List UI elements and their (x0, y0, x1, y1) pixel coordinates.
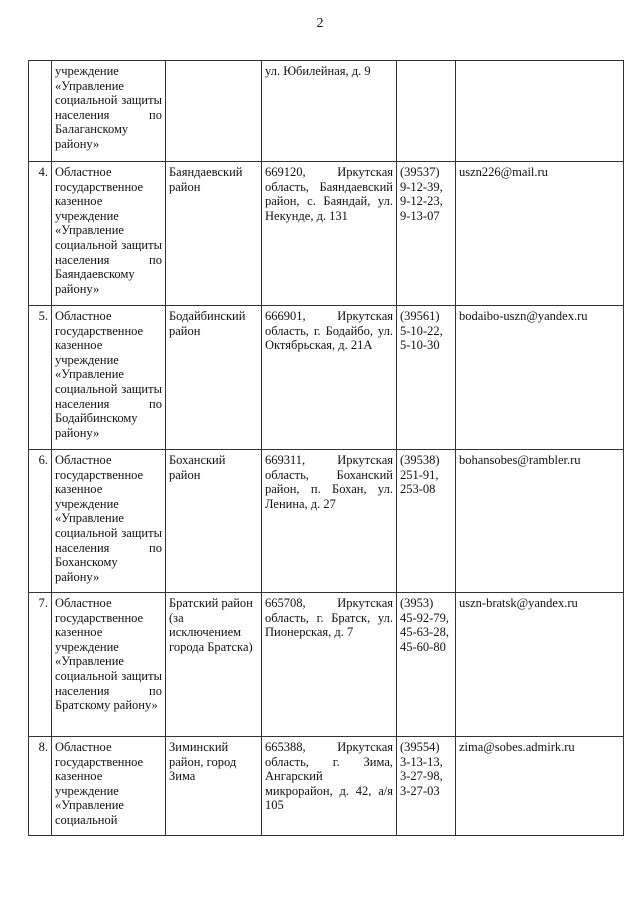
phone-code: (39538) (400, 453, 440, 467)
table-row (29, 162, 624, 306)
district-name: Братский район (за исключением города Братска) (166, 593, 262, 737)
phone-number: 45-92-79, (400, 610, 449, 625)
institution-name: учреждение «Управление социальной защиты населения по Балаганскому району» (52, 61, 166, 162)
phone-number: 3-13-13, (400, 754, 443, 769)
phone-number: 3-27-98, (400, 769, 443, 784)
page-number: 2 (316, 16, 324, 31)
email[interactable]: uszn226@mail.ru (456, 162, 624, 306)
table-row (29, 593, 624, 737)
email[interactable]: bodaibo-uszn@yandex.ru (456, 306, 624, 450)
phone-cell (397, 593, 456, 737)
email[interactable]: zima@sobes.admirk.ru (456, 737, 624, 836)
address: 666901, Иркутская область, г. Бодайбо, ул. Октябрьская, д. 21А (262, 306, 397, 450)
district-name (166, 61, 262, 162)
phone-number: 9-13-07 (400, 208, 440, 223)
phone-number: 5-10-22, (400, 323, 443, 338)
phone-number: 3-27-03 (400, 783, 440, 798)
phone-code: (39554) (400, 740, 440, 754)
institution-name: Областное государственное казенное учреждение «Управление социальной (52, 737, 166, 836)
row-number: 4. (29, 162, 52, 306)
email[interactable]: uszn-bratsk@yandex.ru (456, 593, 624, 737)
table-row (29, 306, 624, 450)
phone-code: (3953) (400, 596, 434, 610)
table-row (29, 737, 624, 836)
phone-cell (397, 162, 456, 306)
phone-number: 45-63-28, (400, 625, 449, 640)
row-number: 7. (29, 593, 52, 737)
institutions-table (28, 60, 624, 836)
phone-cell (397, 306, 456, 450)
address: 665708, Иркутская область, г. Братск, ул. Пионерская, д. 7 (262, 593, 397, 737)
phone-cell (397, 61, 456, 162)
district-name: Боханский район (166, 450, 262, 593)
phone-number: 9-12-39, (400, 179, 443, 194)
district-name: Бодайбинский район (166, 306, 262, 450)
phone-cell (397, 737, 456, 836)
phone-number: 5-10-30 (400, 338, 440, 353)
email[interactable]: bohansobes@rambler.ru (456, 450, 624, 593)
district-name: Зиминский район, город Зима (166, 737, 262, 836)
row-number: 6. (29, 450, 52, 593)
phone-code: (39561) (400, 309, 440, 323)
phone-number: 253-08 (400, 482, 436, 497)
address: 665388, Иркутская область, г. Зима, Ангарский микрорайон, д. 42, а/я 105 (262, 737, 397, 836)
email (456, 61, 624, 162)
institution-name: Областное государственное казенное учреждение «Управление социальной защиты населения по Бодайбинскому району» (52, 306, 166, 450)
phone-number: 251-91, (400, 467, 439, 482)
row-number (29, 61, 52, 162)
phone-number: 45-60-80 (400, 639, 446, 654)
row-number: 8. (29, 737, 52, 836)
phone-code: (39537) (400, 165, 440, 179)
address: 669120, Иркутская область, Баяндаевский район, с. Баяндай, ул. Некунде, д. 131 (262, 162, 397, 306)
address: ул. Юбилейная, д. 9 (262, 61, 397, 162)
row-number: 5. (29, 306, 52, 450)
phone-number: 9-12-23, (400, 194, 443, 209)
institution-name: Областное государственное казенное учреждение «Управление социальной защиты населения по Баяндаевскому району» (52, 162, 166, 306)
district-name: Баяндаевский район (166, 162, 262, 306)
address: 669311, Иркутская область, Боханский район, п. Бохан, ул. Ленина, д. 27 (262, 450, 397, 593)
table-row (29, 61, 624, 162)
table-row (29, 450, 624, 593)
institution-name: Областное государственное казенное учреждение «Управление социальной защиты населения по Братскому району» (52, 593, 166, 737)
institution-name: Областное государственное казенное учреждение «Управление социальной защиты населения по Боханскому району» (52, 450, 166, 593)
phone-cell (397, 450, 456, 593)
